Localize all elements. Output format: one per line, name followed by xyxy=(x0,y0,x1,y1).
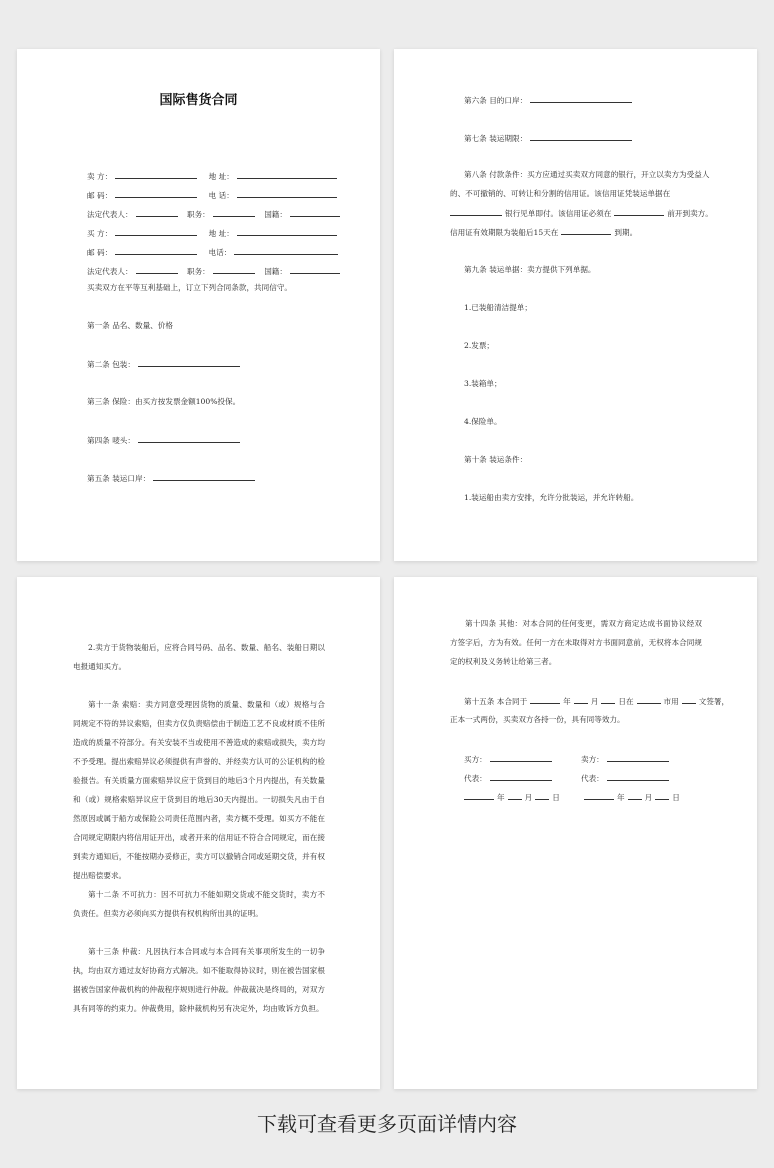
article-7: 第七条 装运期限： xyxy=(464,134,528,143)
article-15-day: 日在 xyxy=(618,697,634,706)
seller-rep-blank[interactable] xyxy=(136,207,178,217)
sign-day-blank[interactable] xyxy=(601,694,615,704)
seller-tel-blank[interactable] xyxy=(237,188,337,198)
seller-signature-label: 卖方： xyxy=(581,755,604,764)
contract-title: 国际售货合同 xyxy=(159,93,238,108)
buyer-date-year-blank[interactable] xyxy=(464,790,494,800)
download-more-caption[interactable]: 下载可查看更多页面详情内容 xyxy=(257,1112,517,1136)
seller-date-day-blank[interactable] xyxy=(655,790,669,800)
destination-port-blank[interactable] xyxy=(530,93,632,103)
buyer-address-label: 地 址： xyxy=(208,229,234,238)
article-14: 第十四条 其他：对本合同的任何变更，需双方商定达成书面协议经双方签字后，方为有效。任何一方在未取得对方书面同意前，无权将本合同规定的权利及义务转让给第三者。 xyxy=(450,619,702,666)
packing-blank[interactable] xyxy=(138,357,240,367)
contract-page-1 xyxy=(17,49,380,561)
buyer-duty-label: 职务： xyxy=(186,267,210,276)
buyer-date-month: 月 xyxy=(524,793,533,802)
article-15-city: 市用 xyxy=(663,697,679,706)
seller-rep-signature-blank[interactable] xyxy=(607,771,669,781)
seller-row xyxy=(87,169,340,183)
article-12: 第十二条 不可抗力：因不可抗力不能如期交货或不能交货时，卖方不负责任。但卖方必须向买方提供有权机构所出具的证明。 xyxy=(73,890,325,918)
buyer-rep-row xyxy=(87,264,343,278)
buyer-rep-label: 法定代表人： xyxy=(87,267,133,276)
contract-page-4 xyxy=(394,577,757,1089)
article-10: 第十条 装运条件： xyxy=(464,455,528,464)
seller-rep-signature-label: 代表： xyxy=(581,774,604,783)
article-8-line-2: 的、不可撤销的、可转让和分割的信用证。该信用证凭装运单据在 xyxy=(450,189,671,198)
contract-intro: 买卖双方在平等互利基础上，订立下列合同条款，共同信守。 xyxy=(87,283,293,292)
article-4-row xyxy=(87,433,243,447)
seller-postcode-blank[interactable] xyxy=(115,188,197,198)
buyer-signature-row xyxy=(464,752,555,766)
seller-postcode-label: 邮 码： xyxy=(87,191,113,200)
bank-blank[interactable] xyxy=(450,206,502,216)
seller-date-month: 月 xyxy=(644,793,653,802)
article-2-row xyxy=(87,357,243,371)
buyer-rep-signature-row xyxy=(464,771,555,785)
article-7-row xyxy=(464,131,635,145)
article-8-line-4 xyxy=(450,225,637,239)
seller-date-year: 年 xyxy=(617,793,625,802)
port-of-shipment-blank[interactable] xyxy=(153,471,255,481)
seller-address-label: 地 址： xyxy=(208,172,234,181)
seller-date-day: 日 xyxy=(672,793,680,802)
buyer-date-year: 年 xyxy=(497,793,505,802)
seller-rep-row xyxy=(87,207,343,221)
seller-address-blank[interactable] xyxy=(237,169,337,179)
seller-duty-label: 职务： xyxy=(186,210,210,219)
buyer-date-day: 日 xyxy=(552,793,560,802)
article-1: 第一条 品名、数量、价格 xyxy=(87,321,173,330)
article-3: 第三条 保险：由买方按发票金额100%投保。 xyxy=(87,397,241,406)
sign-language-blank[interactable] xyxy=(682,694,696,704)
seller-nation-label: 国籍： xyxy=(264,210,287,219)
shipment-date-blank[interactable] xyxy=(530,131,632,141)
buyer-nation-blank[interactable] xyxy=(290,264,340,274)
contract-page-2 xyxy=(394,49,757,561)
article-8-open-text: 前开到卖方。 xyxy=(667,209,713,218)
article-8-valid-text: 信用证有效期限为装船后15天在 xyxy=(450,228,559,237)
shipment-condition-2: 2.卖方于货物装船后，应将合同号码、品名、数量、船名、装船日期以电报通知买方。 xyxy=(73,643,325,671)
buyer-rep-signature-label: 代表： xyxy=(464,774,487,783)
seller-date-month-blank[interactable] xyxy=(628,790,642,800)
article-8-expire-text: 到期。 xyxy=(614,228,638,237)
document-2: 2.发票； xyxy=(464,341,495,350)
seller-rep-label: 法定代表人： xyxy=(87,210,133,219)
seller-blank[interactable] xyxy=(115,169,197,179)
article-5-row xyxy=(87,471,258,485)
article-2: 第二条 包装： xyxy=(87,360,135,369)
article-15-start: 第十五条 本合同于 xyxy=(464,697,528,706)
document-4: 4.保险单。 xyxy=(464,417,502,426)
seller-tel-label: 电 话： xyxy=(208,191,234,200)
article-15-month: 月 xyxy=(590,697,599,706)
buyer-label: 买 方： xyxy=(87,229,113,238)
buyer-blank[interactable] xyxy=(115,226,197,236)
seller-sign-date-row xyxy=(584,790,680,804)
seller-duty-blank[interactable] xyxy=(213,207,255,217)
lc-open-date-blank[interactable] xyxy=(614,206,664,216)
buyer-rep-signature-blank[interactable] xyxy=(490,771,552,781)
document-3: 3.装箱单； xyxy=(464,379,502,388)
article-15-language: 文签署， xyxy=(698,697,730,706)
article-6: 第六条 目的口岸： xyxy=(464,96,528,105)
article-15-line-1 xyxy=(464,694,729,708)
buyer-sign-date-row xyxy=(464,790,560,804)
buyer-postcode-label: 邮 码： xyxy=(87,248,113,257)
seller-post-row xyxy=(87,188,340,202)
article-8-line-1: 第八条 付款条件：买方应通过买卖双方同意的银行，开立以卖方为受益人 xyxy=(464,170,710,179)
sign-city-blank[interactable] xyxy=(637,694,661,704)
article-9: 第九条 装运单据：卖方提供下列单据。 xyxy=(464,265,596,274)
buyer-postcode-blank[interactable] xyxy=(115,245,197,255)
article-15-line-2: 正本一式两份，买卖双方各持一份，具有同等效力。 xyxy=(450,715,625,724)
buyer-rep-blank[interactable] xyxy=(136,264,178,274)
article-8-line-3 xyxy=(450,206,713,220)
seller-signature-row xyxy=(581,752,672,766)
article-15-year: 年 xyxy=(563,697,571,706)
buyer-row xyxy=(87,226,340,240)
seller-label: 卖 方： xyxy=(87,172,113,181)
marks-blank[interactable] xyxy=(138,433,240,443)
seller-nation-blank[interactable] xyxy=(290,207,340,217)
contract-page-3 xyxy=(17,577,380,1089)
seller-date-year-blank[interactable] xyxy=(584,790,614,800)
seller-signature-blank[interactable] xyxy=(607,752,669,762)
buyer-date-day-blank[interactable] xyxy=(535,790,549,800)
buyer-signature-label: 买方： xyxy=(464,755,487,764)
buyer-tel-blank[interactable] xyxy=(234,245,338,255)
article-11: 第十一条 索赔：卖方同意受理因货物的质量、数量和（或）规格与合同规定不符的异议索赔，但卖方仅负责赔偿由于制造工艺不良或材质不佳所造成的质量不符部分。有关安装不当或使用不善造成的索赔或损失，卖方均不予受理。提出索赔异议必须提供有声誉的、并经卖方认可的公证机构的检验报告。有关质量方面索赔异议应于货到目的地后3个月内提出，有关数量和（或）规格索赔异议应于货到目的地后30天内提出。一切损失凡由于自然原因或属于船方或保险公司责任范围内者，卖方概不受理。如买方不能在合同规定期限内将信用证开出，或者开来的信用证不符合合同规定，而在接到卖方通知后，不能按期办妥修正，卖方可以撤销合同或延期交货，并有权提出赔偿要求。 xyxy=(73,700,325,880)
shipment-condition-1: 1.装运船由卖方安排，允许分批装运，并允许转船。 xyxy=(464,493,639,502)
seller-rep-signature-row xyxy=(581,771,672,785)
article-5: 第五条 装运口岸： xyxy=(87,474,151,483)
article-8-bank-text: 银行见单即付。该信用证必须在 xyxy=(505,209,612,218)
article-4: 第四条 唛头： xyxy=(87,436,135,445)
buyer-duty-blank[interactable] xyxy=(213,264,255,274)
article-6-row xyxy=(464,93,635,107)
buyer-address-blank[interactable] xyxy=(237,226,337,236)
buyer-nation-label: 国籍： xyxy=(264,267,287,276)
buyer-post-row xyxy=(87,245,341,259)
buyer-signature-blank[interactable] xyxy=(490,752,552,762)
sign-month-blank[interactable] xyxy=(574,694,588,704)
buyer-tel-label: 电话： xyxy=(208,248,232,257)
lc-expiry-place-blank[interactable] xyxy=(561,225,611,235)
buyer-date-month-blank[interactable] xyxy=(508,790,522,800)
document-1: 1.已装船清洁提单； xyxy=(464,303,532,312)
sign-year-blank[interactable] xyxy=(530,694,560,704)
article-13: 第十三条 仲裁：凡因执行本合同或与本合同有关事项所发生的一切争执，均由双方通过友好协商方式解决。如不能取得协议时，则在被告国家根据被告国家仲裁机构的仲裁程序规则进行仲裁。仲裁裁决是终局的，对双方具有同等的约束力。仲裁费用，除仲裁机构另有决定外，均由败诉方负担。 xyxy=(73,947,325,1013)
